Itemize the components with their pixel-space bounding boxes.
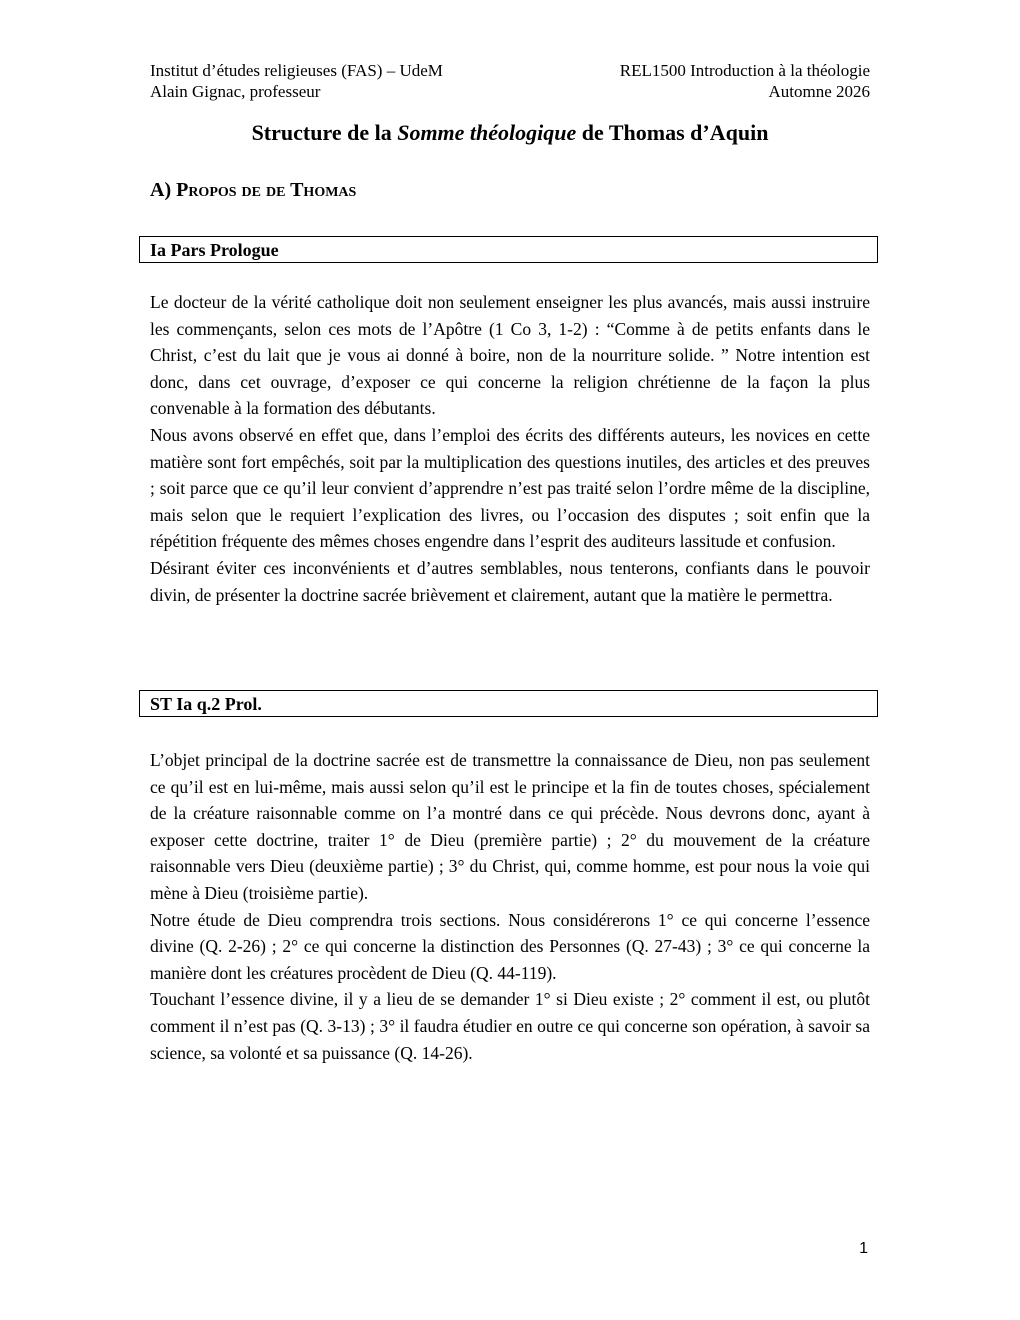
- title-prefix: Structure de la: [251, 120, 398, 145]
- page-number: 1: [859, 1240, 868, 1257]
- institution-name: Institut d’études religieuses (FAS) – UdeM: [150, 61, 443, 80]
- prologue-paragraph-3: Désirant éviter ces inconvénients et d’autres semblables, nous tenterons, confiants dans le pouvoir divin, de présenter la doctrine sacrée brièvement et clairement, autant que la matière le permettra.: [150, 557, 870, 605]
- q2-paragraph-2: Notre étude de Dieu comprendra trois sections. Nous considérerons 1° ce qui concerne l’essence divine (Q. 2-26) ; 2° ce qui concerne la distinction des Personnes (Q. 27-43) ; 3° ce qui concerne la manière dont les créatures procèdent de Dieu (Q. 44-119).: [150, 909, 870, 983]
- title-emphasis: Somme théologique: [397, 120, 577, 145]
- prologue-paragraph-1: Le docteur de la vérité catholique doit non seulement enseigner les plus avancés, mais aussi instruire les commençants, selon ces mots de l’Apôtre (1 Co 3, 1-2) : “Comme à de petits enfants dans le Christ, c’est du lait que je vous ai donné à boire, non de la nourriture solide. ” Notre intention est donc, dans cet ouvrage, d’exposer ce qui concerne la religion chrétienne de la façon la plus convenable à la formation des débutants.: [150, 292, 870, 419]
- page-header: [150, 60, 870, 102]
- box-ia-pars-prologue: Ia Pars Prologue: [139, 236, 878, 263]
- title-suffix: de Thomas d’Aquin: [576, 120, 769, 145]
- q2-paragraph-3: Touchant l’essence divine, il y a lieu de se demander 1° si Dieu existe ; 2° comment il est, ou plutôt comment il n’est pas (Q. 3-13) ; 3° il faudra étudier en outre ce qui concerne son opération, à savoir sa science, sa volonté et sa puissance (Q. 14-26).: [150, 989, 870, 1063]
- q2-paragraph-1: L’objet principal de la doctrine sacrée est de transmettre la connaissance de Dieu, non pas seulement ce qu’il est en lui-même, mais aussi selon qu’il est le principe et la fin de toutes choses, spécialement de la créature raisonnable comme on l’a montré dans ce qui précède. Nous devrons donc, ayant à exposer cette doctrine, traiter 1° de Dieu (première partie) ; 2° du mouvement de la créature raisonnable vers Dieu (deuxième partie) ; 3° du Christ, qui, comme homme, est pour nous la voie qui mène à Dieu (troisième partie).: [150, 750, 870, 903]
- section-a-prefix: A): [150, 179, 177, 201]
- box-st-ia-q2-prol: ST Ia q.2 Prol.: [139, 690, 878, 717]
- prologue-text: [150, 289, 870, 608]
- header-row-1: [150, 60, 870, 81]
- q2-prologue-text: [150, 747, 870, 1066]
- prologue-paragraph-2: Nous avons observé en effet que, dans l’emploi des écrits des différents auteurs, les novices en cette matière sont fort empêchés, soit par la multiplication des questions inutiles, des articles et des preuves ; soit parce que ce qu’il leur convient d’apprendre n’est pas traité selon l’ordre même de la discipline, mais selon que le requiert l’explication des livres, ou l’occasion des disputes ; soit enfin que la répétition fréquente des mêmes choses engendre dans l’esprit des auditeurs lassitude et confusion.: [150, 424, 870, 552]
- document-title: [0, 120, 1020, 146]
- course-title: REL1500 Introduction à la théologie: [619, 61, 870, 80]
- professor-name: Alain Gignac, professeur: [150, 82, 321, 101]
- section-a-title: Propos de de Thomas: [176, 179, 357, 201]
- header-row-2: [150, 81, 870, 102]
- section-a-heading: [150, 179, 356, 202]
- semester: Automne 2026: [768, 82, 870, 101]
